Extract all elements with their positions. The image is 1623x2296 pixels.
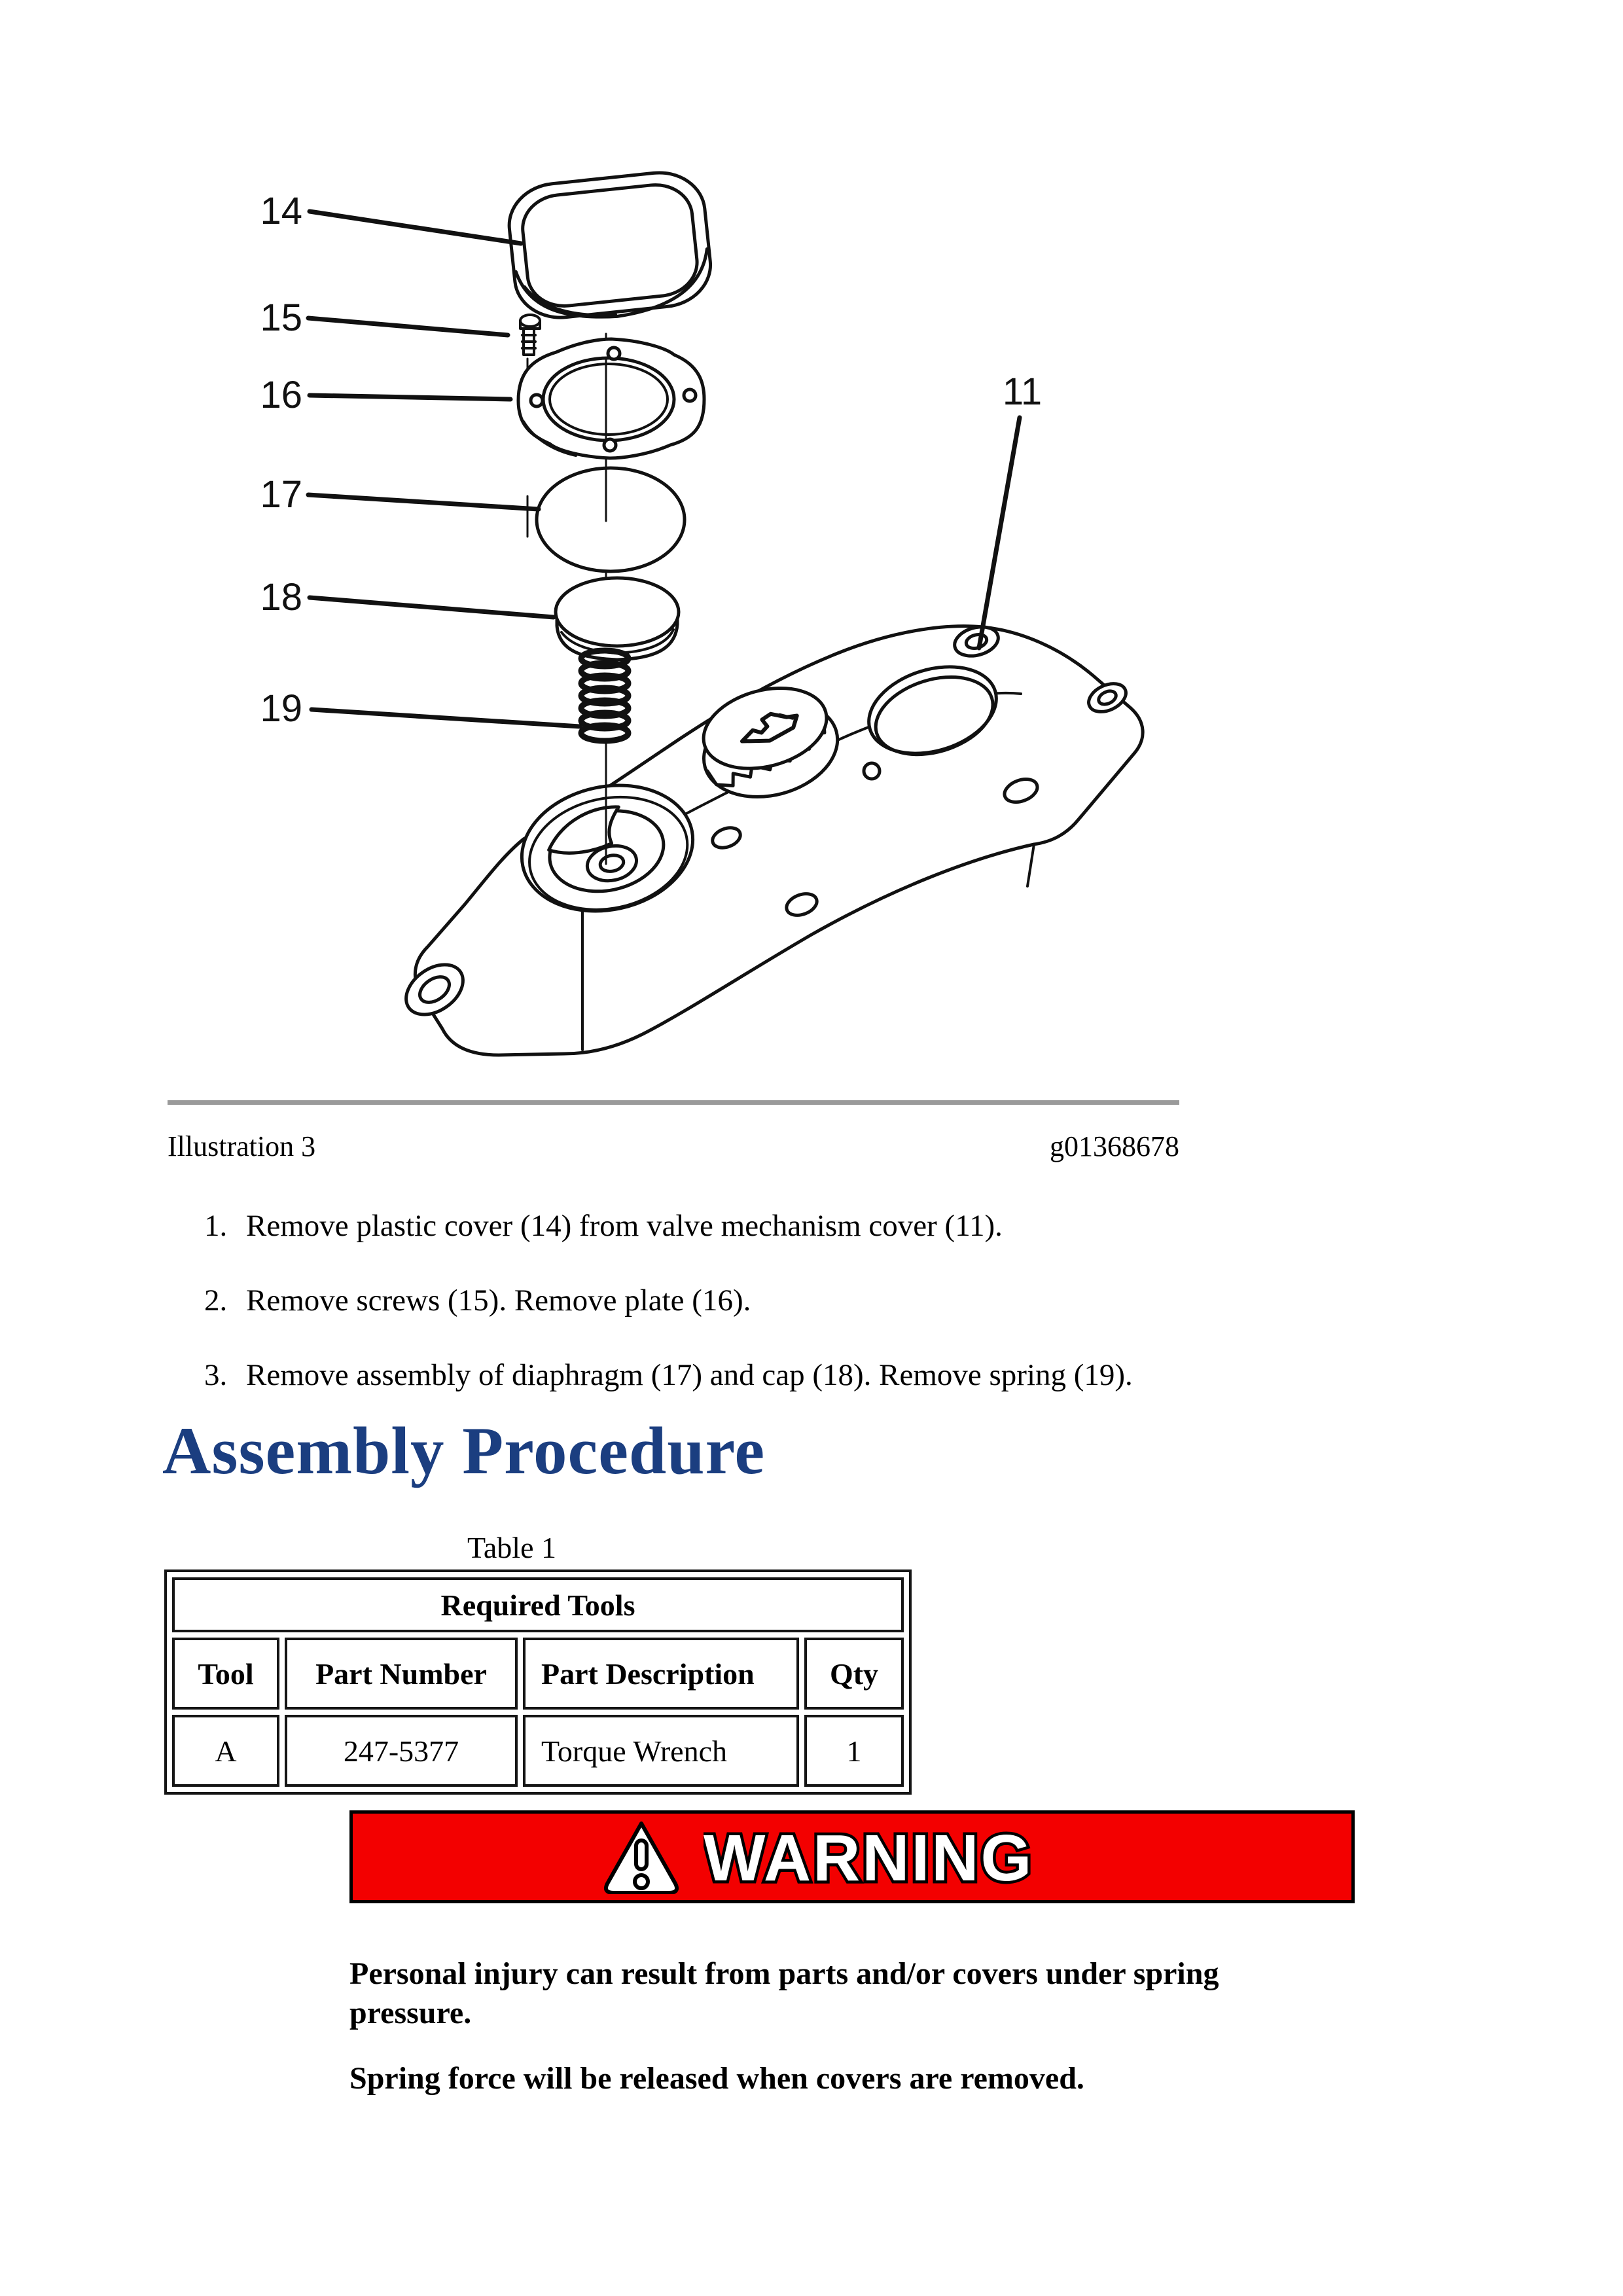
warning-paragraph-line: Spring force will be released when covers are removed. — [349, 2061, 1084, 2096]
step-item — [204, 1208, 1356, 1244]
diaphragm-drawing — [537, 468, 685, 571]
valve-mechanism-cover-drawing — [397, 622, 1143, 1055]
procedure-steps — [204, 1208, 1356, 1432]
figure-divider — [168, 1100, 1179, 1105]
figure-caption-row — [168, 1130, 1179, 1163]
warning-text-block — [349, 1954, 1351, 2098]
cell-qty: 1 — [804, 1715, 904, 1787]
callout-17: 17 — [260, 473, 302, 516]
plastic-cover-drawing — [505, 168, 715, 327]
step-text: Remove assembly of diaphragm (17) and cap (18). Remove spring (19). — [246, 1358, 1133, 1393]
cell-part-number: 247-5377 — [285, 1715, 518, 1787]
warning-label-art — [704, 1820, 1103, 1893]
step-number: 1. — [204, 1209, 228, 1243]
step-text: Remove plastic cover (14) from valve mechanism cover (11). — [246, 1209, 1003, 1243]
table-row — [172, 1715, 904, 1787]
callout-15: 15 — [260, 296, 302, 339]
step-item — [204, 1283, 1356, 1318]
screw-drawing — [520, 315, 540, 355]
plate-drawing — [518, 339, 704, 458]
warning-paragraph-line: Personal injury can result from parts and/or covers under spring — [349, 1956, 1219, 1991]
table-header-row — [172, 1638, 904, 1710]
spring-drawing — [581, 651, 628, 741]
figure-caption: Illustration 3 — [168, 1130, 316, 1162]
callout-19: 19 — [260, 687, 302, 730]
callout-11: 11 — [1002, 370, 1043, 413]
warning-banner — [349, 1810, 1355, 1903]
step-text: Remove screws (15). Remove plate (16). — [246, 1283, 751, 1318]
warning-label: WARNING — [704, 1821, 1034, 1893]
section-heading: Assembly Procedure — [162, 1414, 766, 1488]
callout-14: 14 — [260, 190, 302, 232]
column-header-part-description: Part Description — [523, 1638, 799, 1710]
table-caption: Table 1 — [467, 1531, 556, 1564]
cap-drawing — [556, 578, 679, 660]
exploded-parts-diagram — [157, 105, 1204, 1086]
column-header-tool: Tool — [172, 1638, 279, 1710]
table-title: Required Tools — [172, 1577, 904, 1632]
callout-16: 16 — [260, 374, 302, 416]
column-header-part-number: Part Number — [285, 1638, 518, 1710]
table-title-row — [172, 1577, 904, 1632]
column-header-qty: Qty — [804, 1638, 904, 1710]
step-item — [204, 1357, 1356, 1393]
step-number: 2. — [204, 1283, 228, 1318]
warning-paragraph-line: pressure. — [349, 1996, 472, 2030]
figure-graphic-number: g01368678 — [1050, 1130, 1179, 1162]
required-tools-table — [164, 1570, 912, 1795]
cell-tool: A — [172, 1715, 279, 1787]
warning-triangle-icon — [601, 1820, 681, 1894]
step-number: 3. — [204, 1358, 228, 1393]
cell-part-description: Torque Wrench — [523, 1715, 799, 1787]
callout-18: 18 — [260, 576, 302, 619]
